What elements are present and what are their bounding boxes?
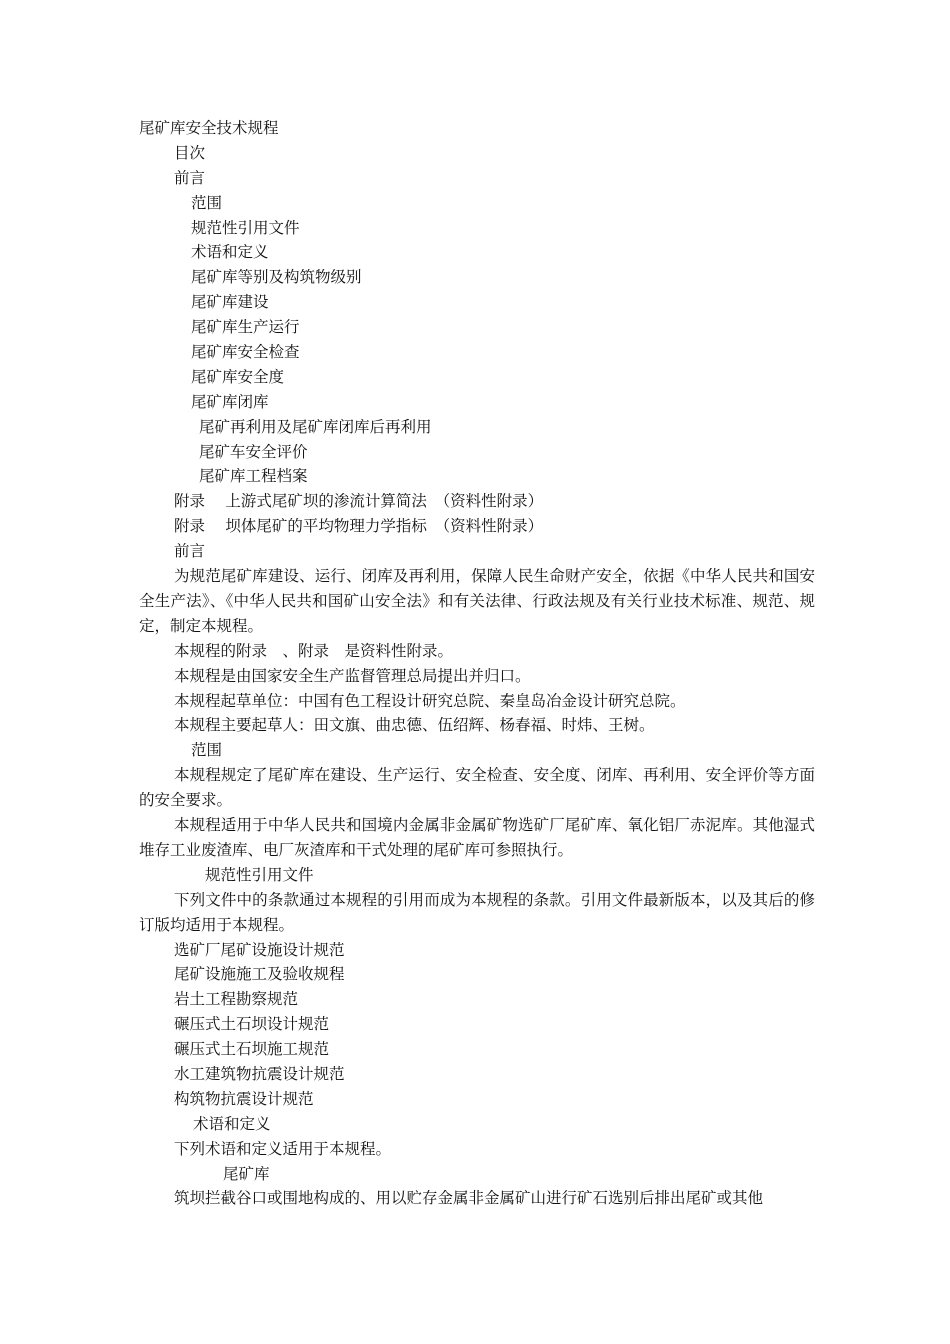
toc-item: 尾矿库闭库	[191, 392, 269, 411]
toc-item: 尾矿库建设	[191, 293, 269, 312]
references-intro: 下列文件中的条款通过本规程的引用而成为本规程的条款。引用文件最新版本，以及其后的修订版均适用于本规程。	[139, 890, 815, 934]
reference-item: 尾矿设施施工及验收规程	[174, 965, 345, 984]
toc-heading: 目次	[174, 143, 206, 162]
section-heading-scope: 范围	[191, 741, 223, 760]
foreword-paragraph: 本规程的附录 、附录 是资料性附录。	[174, 641, 454, 660]
document-title: 尾矿库安全技术规程	[139, 119, 279, 137]
scope-paragraph: 本规程适用于中华人民共和国境内金属非金属矿物选矿厂尾矿库、氧化铝厂赤泥库。其他湿式堆存工业废渣库、电厂灰渣库和干式处理的尾矿库可参照执行。	[139, 816, 815, 859]
reference-item: 构筑物抗震设计规范	[174, 1089, 314, 1108]
reference-item: 选矿厂尾矿设施设计规范	[174, 940, 345, 959]
toc-item: 尾矿库安全检查	[191, 343, 300, 362]
scope-paragraph: 本规程规定了尾矿库在建设、生产运行、安全检查、安全度、闭库、再利用、安全评价等方面的安全要求。	[139, 766, 815, 810]
reference-item: 水工建筑物抗震设计规范	[174, 1064, 345, 1083]
toc-item-foreword: 前言	[174, 168, 206, 187]
reference-item: 碾压式土石坝施工规范	[174, 1040, 330, 1059]
toc-appendix: 附录 坝体尾矿的平均物理力学指标 （资料性附录）	[174, 517, 544, 536]
document-body	[139, 116, 815, 1211]
terms-intro: 下列术语和定义适用于本规程。	[174, 1139, 392, 1158]
foreword-paragraph: 本规程是由国家安全生产监督管理总局提出并归口。	[174, 666, 531, 685]
toc-item: 规范性引用文件	[191, 218, 300, 237]
toc-item: 尾矿再利用及尾矿库闭库后再利用	[199, 417, 432, 436]
toc-item: 术语和定义	[191, 243, 269, 262]
section-heading-foreword: 前言	[174, 542, 206, 561]
foreword-paragraph: 本规程起草单位：中国有色工程设计研究总院、秦皇岛冶金设计研究总院。	[174, 691, 686, 710]
foreword-paragraph: 为规范尾矿库建设、运行、闭库及再利用，保障人民生命财产安全，依据《中华人民共和国安全生产法》、《中华人民共和国矿山安全法》和有关法律、行政法规及有关行业技术标准、规范、规定，制定本规程。	[139, 567, 815, 635]
toc-item: 尾矿库工程档案	[199, 467, 308, 486]
foreword-paragraph: 本规程主要起草人：田文旗、曲忠德、伍绍辉、杨春福、时炜、王树。	[174, 716, 655, 735]
toc-appendix: 附录 上游式尾矿坝的渗流计算简法 （资料性附录）	[174, 492, 544, 511]
reference-item: 岩土工程勘察规范	[174, 990, 299, 1009]
section-heading-references: 规范性引用文件	[205, 865, 314, 884]
toc-item: 尾矿库等别及构筑物级别	[191, 268, 362, 287]
term-heading: 尾矿库	[223, 1164, 270, 1183]
section-heading-terms: 术语和定义	[193, 1114, 271, 1133]
term-definition: 筑坝拦截谷口或围地构成的、用以贮存金属非金属矿山进行矿石选别后排出尾矿或其他	[174, 1189, 764, 1208]
toc-item: 尾矿库生产运行	[191, 318, 300, 337]
toc-item: 尾矿库安全度	[191, 367, 285, 386]
toc-item: 范围	[191, 193, 223, 212]
reference-item: 碾压式土石坝设计规范	[174, 1015, 330, 1034]
toc-item: 尾矿车安全评价	[199, 442, 308, 461]
